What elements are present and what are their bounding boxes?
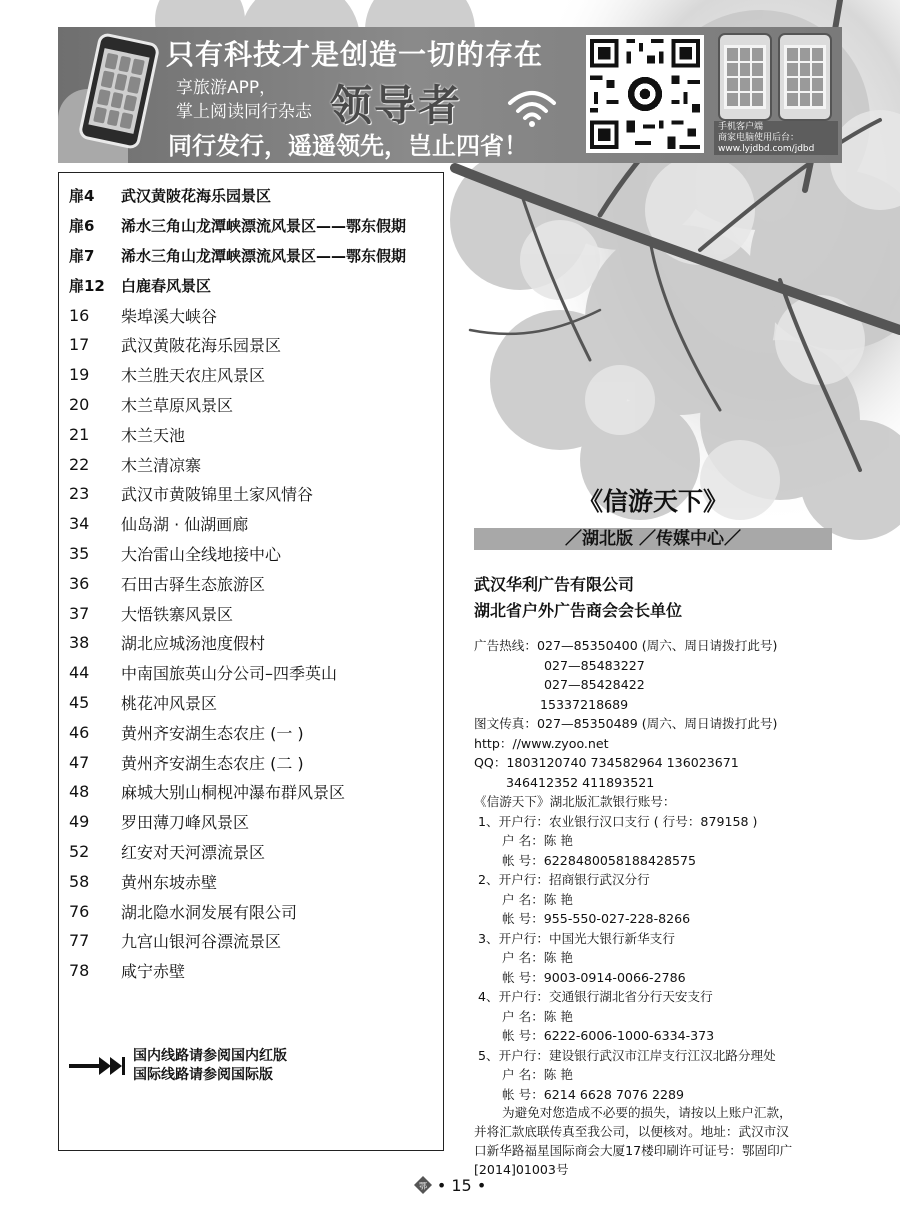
index-page-number: 76	[69, 901, 90, 921]
banner-headline: 只有科技才是创造一切的存在	[166, 38, 544, 71]
index-page-number: 38	[69, 633, 90, 653]
notice-line: 口新华路福星国际商会大厦17楼印刷许可证号：鄂固印广	[474, 1143, 793, 1158]
qq-line: 346412352 411893521	[506, 774, 655, 790]
index-page-number: 77	[69, 931, 90, 951]
index-entry-title: 九宫山银河谷漂流景区	[121, 932, 282, 952]
index-entry[interactable]	[69, 211, 439, 241]
province-badge-icon	[414, 1176, 432, 1194]
index-entry[interactable]	[69, 419, 439, 449]
index-entry-title: 罗田薄刀峰风景区	[121, 813, 250, 833]
index-entry-title: 木兰草原风景区	[121, 395, 234, 415]
index-entry-title: 大冶雷山全线地接中心	[121, 544, 282, 564]
index-page-number: 52	[69, 841, 90, 861]
index-entry[interactable]	[69, 300, 439, 330]
index-entry[interactable]	[69, 837, 439, 867]
hotline-line: 广告热线：027—85350400 (周六、周日请拨打此号)	[474, 638, 778, 653]
hotline-number: 027—85483227	[544, 657, 645, 673]
index-entry-title: 湖北应城汤池度假村	[121, 634, 266, 654]
company-name: 武汉华利广告有限公司	[474, 575, 635, 594]
account-number: 帐 号：9003-0914-0066-2786	[502, 969, 686, 985]
index-entry[interactable]	[69, 956, 439, 986]
fax-line: 图文传真：027—85350489 (周六、周日请拨打此号)	[474, 716, 778, 731]
index-entry[interactable]	[69, 658, 439, 688]
index-entry-title: 黄州齐安湖生态农庄 (二 )	[121, 753, 304, 773]
index-entry[interactable]	[69, 866, 439, 896]
index-entry[interactable]	[69, 896, 439, 926]
index-page-number: 45	[69, 692, 90, 712]
index-entry-title: 湖北隐水洞发展有限公司	[121, 902, 298, 922]
index-entry-title: 桃花冲风景区	[121, 693, 218, 713]
index-entry[interactable]	[69, 241, 439, 271]
account-number: 帐 号：6222-6006-1000-6334-373	[502, 1028, 715, 1043]
index-page-number: 扉12	[69, 276, 105, 295]
note-domestic: 国内线路请参阅国内红版	[133, 1048, 287, 1064]
index-entry-title: 白鹿春风景区	[121, 276, 212, 295]
index-page-number: 46	[69, 722, 90, 742]
hotline-mobile: 15337218689	[540, 696, 629, 712]
bank-name: 3、开户行：中国光大银行新华支行	[478, 930, 675, 946]
account-number: 帐 号：6228480058188428575	[502, 852, 697, 868]
route-reference-note	[69, 1047, 287, 1085]
index-entry[interactable]	[69, 688, 439, 718]
banner-slogan: 同行发行，遥遥领先，岂止四省！	[168, 132, 528, 160]
index-entry-title: 黄州齐安湖生态农庄 (一 )	[121, 723, 304, 743]
note-international: 国际线路请参阅国际版	[133, 1067, 273, 1083]
index-page-number: 35	[69, 543, 90, 563]
website-link[interactable]: http：//www.zyoo.net	[474, 735, 609, 751]
index-entry-title: 武汉黄陂花海乐园景区	[121, 187, 272, 206]
index-entry-title: 木兰天池	[121, 425, 186, 445]
index-list	[69, 181, 439, 986]
index-entry[interactable]	[69, 181, 439, 211]
index-page-number: 78	[69, 961, 90, 981]
account-holder: 户 名：陈 艳	[502, 950, 573, 965]
index-page-number: 21	[69, 424, 90, 444]
index-page-number: 扉6	[69, 217, 95, 236]
index-page-number: 48	[69, 782, 90, 802]
index-entry-title: 石田古驿生态旅游区	[121, 574, 266, 594]
bank-name: 2、开户行：招商银行武汉分行	[478, 872, 650, 887]
index-page-number: 16	[69, 305, 90, 325]
index-page-number: 23	[69, 484, 90, 504]
index-entry[interactable]	[69, 360, 439, 390]
app-info-line: 手机客户端	[718, 122, 764, 132]
advertiser-index	[58, 172, 444, 1151]
index-page-number: 34	[69, 514, 90, 534]
publication-info	[470, 0, 840, 1230]
qq-line: QQ：1803120740 734582964 136023671	[474, 755, 739, 770]
index-page-number: 47	[69, 752, 90, 772]
banner-reading-line: 掌上阅读同行杂志	[176, 102, 312, 122]
index-entry-title: 浠水三角山龙潭峡漂流风景区——鄂东假期	[121, 217, 407, 236]
index-entry-title: 木兰胜天农庄风景区	[121, 366, 266, 386]
index-entry[interactable]	[69, 747, 439, 777]
notice-line: 为避免对您造成不必要的损失，请按以上账户汇款，	[502, 1105, 792, 1120]
index-entry[interactable]	[69, 479, 439, 509]
publication-title: 《信游天下》	[578, 487, 729, 516]
index-page-number: 20	[69, 394, 90, 414]
index-page-number: 49	[69, 812, 90, 832]
app-info-url[interactable]: www.lyjdbd.com/jdbd	[718, 144, 815, 154]
index-entry[interactable]	[69, 390, 439, 420]
index-entry[interactable]	[69, 330, 439, 360]
account-holder: 户 名：陈 艳	[502, 1067, 573, 1082]
hotline-number: 027—85428422	[544, 677, 645, 692]
account-holder: 户 名：陈 艳	[502, 1008, 573, 1024]
banner-app-line: 享旅游APP，	[176, 78, 277, 98]
bank-heading: 《信游天下》湖北版汇款银行账号：	[474, 794, 676, 809]
index-entry[interactable]	[69, 270, 439, 300]
index-entry[interactable]	[69, 807, 439, 837]
index-entry-title: 浠水三角山龙潭峡漂流风景区——鄂东假期	[121, 246, 407, 265]
company-title: 湖北省户外广告商会会长单位	[474, 601, 683, 620]
index-entry-title: 黄州东坡赤壁	[121, 872, 218, 892]
index-entry-title: 中南国旅英山分公司–四季英山	[121, 664, 338, 684]
index-entry[interactable]	[69, 628, 439, 658]
smartphone-illustration	[77, 32, 160, 151]
index-entry[interactable]	[69, 598, 439, 628]
index-entry-title: 柴埠溪大峡谷	[121, 306, 218, 326]
bank-list	[474, 812, 840, 1105]
app-info-line: 商家电脑使用后台：	[718, 133, 800, 143]
index-entry-title: 武汉黄陂花海乐园景区	[121, 336, 282, 356]
bank-name: 1、开户行：农业银行汉口支行 ( 行号：879158 )	[478, 813, 758, 829]
province-badge-text: 鄂	[418, 1181, 427, 1191]
bank-name: 4、开户行：交通银行湖北省分行天安支行	[478, 989, 713, 1004]
index-page-number: 扉4	[69, 187, 95, 206]
index-page-number: 19	[69, 365, 90, 385]
notice-line: 并将汇款底联传真至我公司，以便核对。地址：武汉市汉	[474, 1124, 789, 1139]
index-entry-title: 仙岛湖 · 仙湖画廊	[121, 515, 249, 535]
page-number	[0, 1176, 900, 1195]
index-entry[interactable]	[69, 568, 439, 598]
index-page-number: 44	[69, 663, 90, 683]
account-holder: 户 名：陈 艳	[502, 891, 573, 907]
account-number: 帐 号：6214 6628 7076 2289	[502, 1086, 684, 1102]
edition-bar: ／湖北版 ／传媒中心／	[474, 528, 832, 550]
arrow-right-icon	[69, 1055, 127, 1077]
contact-details	[474, 636, 840, 1104]
notice-line: [2014]01003号	[474, 1162, 569, 1177]
index-entry-title: 咸宁赤壁	[121, 962, 186, 982]
index-entry[interactable]	[69, 509, 439, 539]
index-entry[interactable]	[69, 717, 439, 747]
index-entry[interactable]	[69, 777, 439, 807]
index-page-number: 36	[69, 573, 90, 593]
index-entry-title: 武汉市黄陂锦里土家风情谷	[121, 485, 314, 505]
index-page-number: 58	[69, 871, 90, 891]
account-holder: 户 名：陈 艳	[502, 833, 573, 848]
remittance-notice	[474, 1103, 836, 1179]
index-page-number: 扉7	[69, 246, 95, 265]
account-number: 帐 号：955-550-027-228-8266	[502, 911, 691, 926]
banner-brand: 领导者	[330, 81, 463, 130]
index-page-number: 37	[69, 603, 90, 623]
index-page-number: 22	[69, 454, 90, 474]
index-entry-title: 木兰清凉寨	[121, 455, 202, 475]
index-page-number: 17	[69, 335, 90, 355]
index-entry-title: 红安对天河漂流景区	[121, 842, 266, 862]
index-entry[interactable]	[69, 926, 439, 956]
index-entry[interactable]	[69, 449, 439, 479]
index-entry-title: 大悟铁寨风景区	[121, 604, 234, 624]
bank-name: 5、开户行：建设银行武汉市江岸支行江汉北路分理处	[478, 1047, 776, 1063]
index-entry-title: 麻城大别山桐枧冲瀑布群风景区	[121, 783, 346, 803]
index-entry[interactable]	[69, 539, 439, 569]
page-number-text: • 15 •	[436, 1176, 487, 1195]
